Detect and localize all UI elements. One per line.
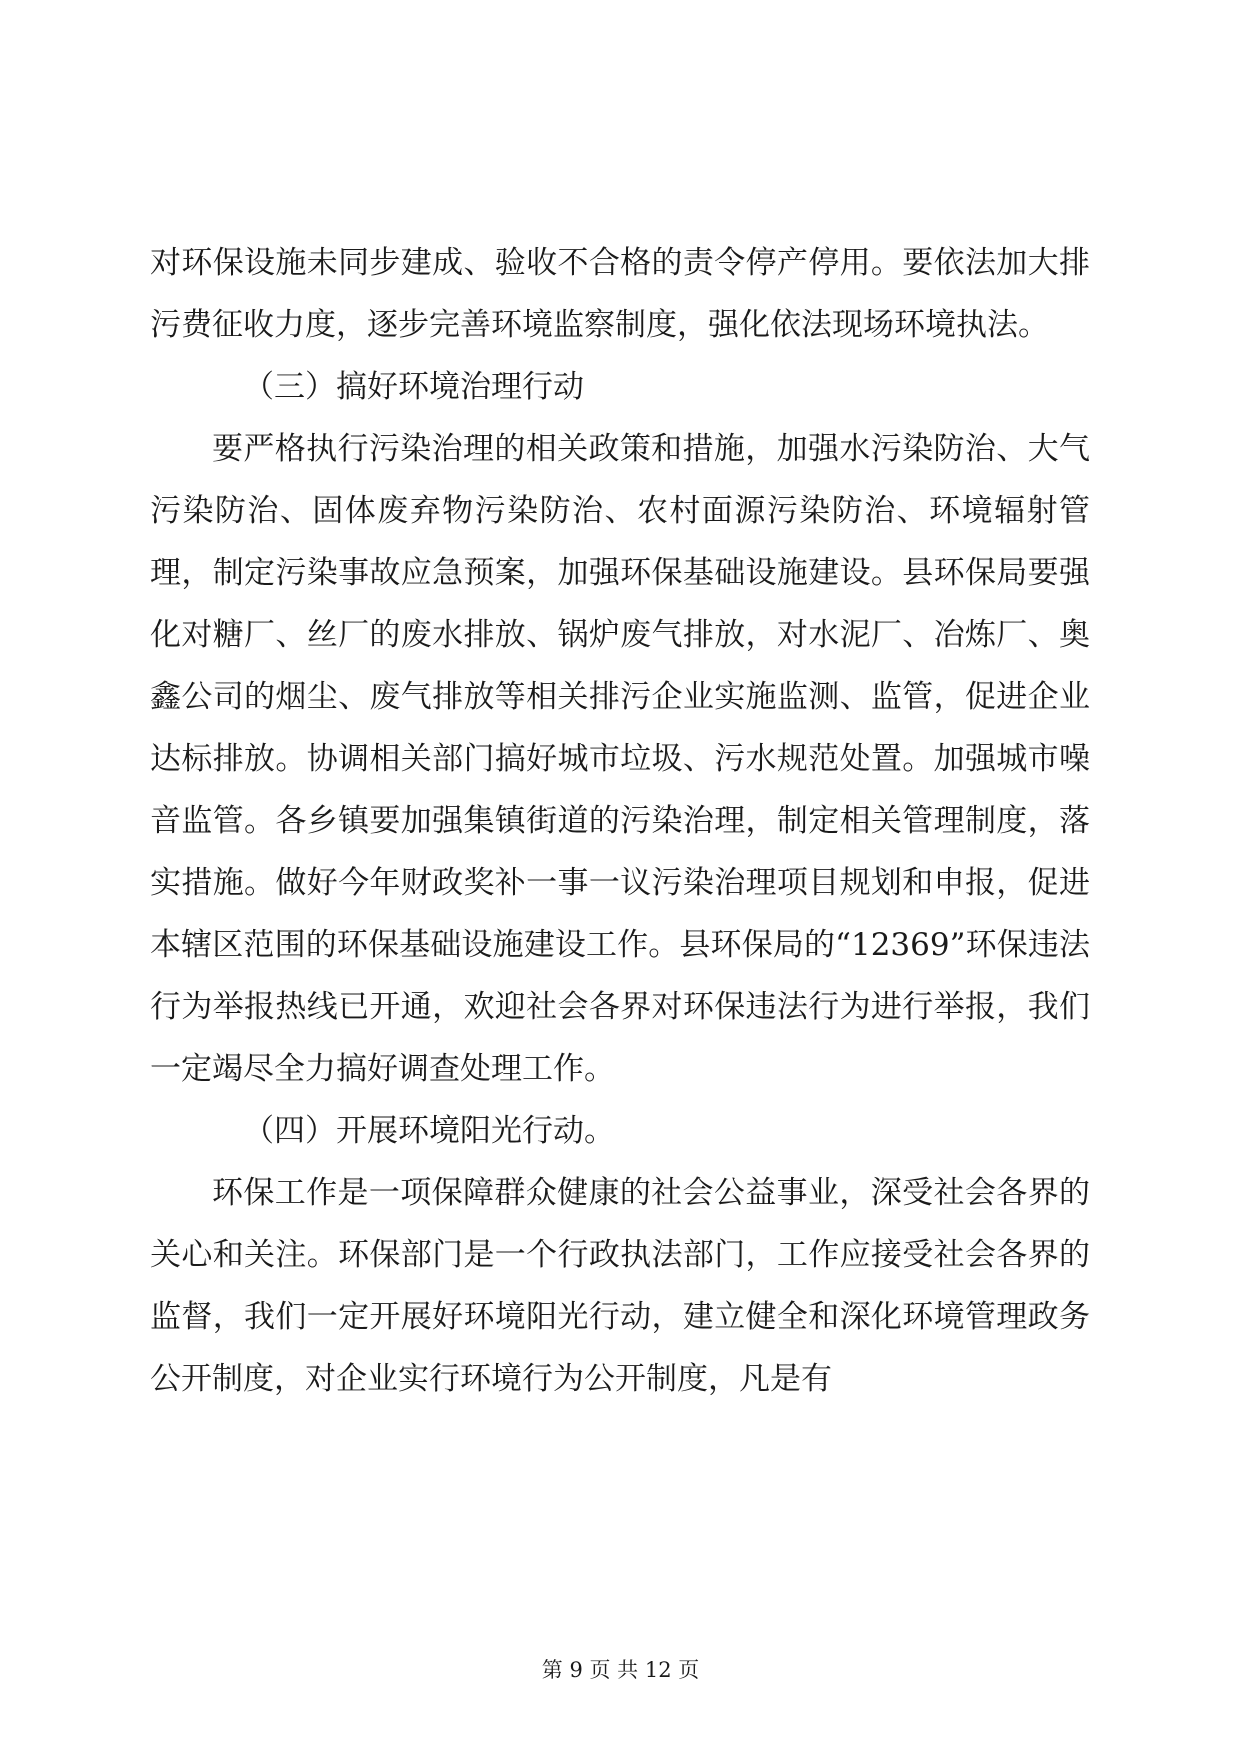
page-number-footer: 第 9 页 共 12 页 — [541, 1658, 700, 1682]
paragraph-sunshine-action: 环保工作是一项保障群众健康的社会公益事业，深受社会各界的关心和关注。环保部门是一个行政执法部门，工作应接受社会各界的监督，我们一定开展好环境阳光行动，建立健全和深化环境管理政务公开制度，对企业实行环境行为公开制度，凡是有 — [150, 1175, 1090, 1397]
section-heading-4: （四）开展环境阳光行动。 — [243, 1113, 615, 1149]
paragraph-environment-governance: 要严格执行污染治理的相关政策和措施，加强水污染防治、大气污染防治、固体废弃物污染防治、农村面源污染防治、环境辐射管理，制定污染事故应急预案，加强环保基础设施建设。县环保局要强化对糖厂、丝厂的废水排放、锅炉废气排放，对水泥厂、冶炼厂、奥鑫公司的烟尘、废气排放等相关排污企业实施监测、监管，促进企业达标排放。协调相关部门搞好城市垃圾、污水规范处置。加强城市噪音监管。各乡镇要加强集镇街道的污染治理，制定相关管理制度，落实措施。做好今年财政奖补一事一议污染治理项目规划和申报，促进本辖区范围的环保基础设施建设工作。县环保局的“12369”环保违法行为举报热线已开通，欢迎社会各界对环保违法行为进行举报，我们一定竭尽全力搞好调查处理工作。 — [150, 431, 1090, 1087]
document-body — [150, 232, 1090, 1410]
section-heading-3: （三）搞好环境治理行动 — [243, 369, 584, 405]
paragraph-continuation: 对环保设施未同步建成、验收不合格的责令停产停用。要依法加大排污费征收力度，逐步完善环境监察制度，强化依法现场环境执法。 — [150, 245, 1090, 343]
